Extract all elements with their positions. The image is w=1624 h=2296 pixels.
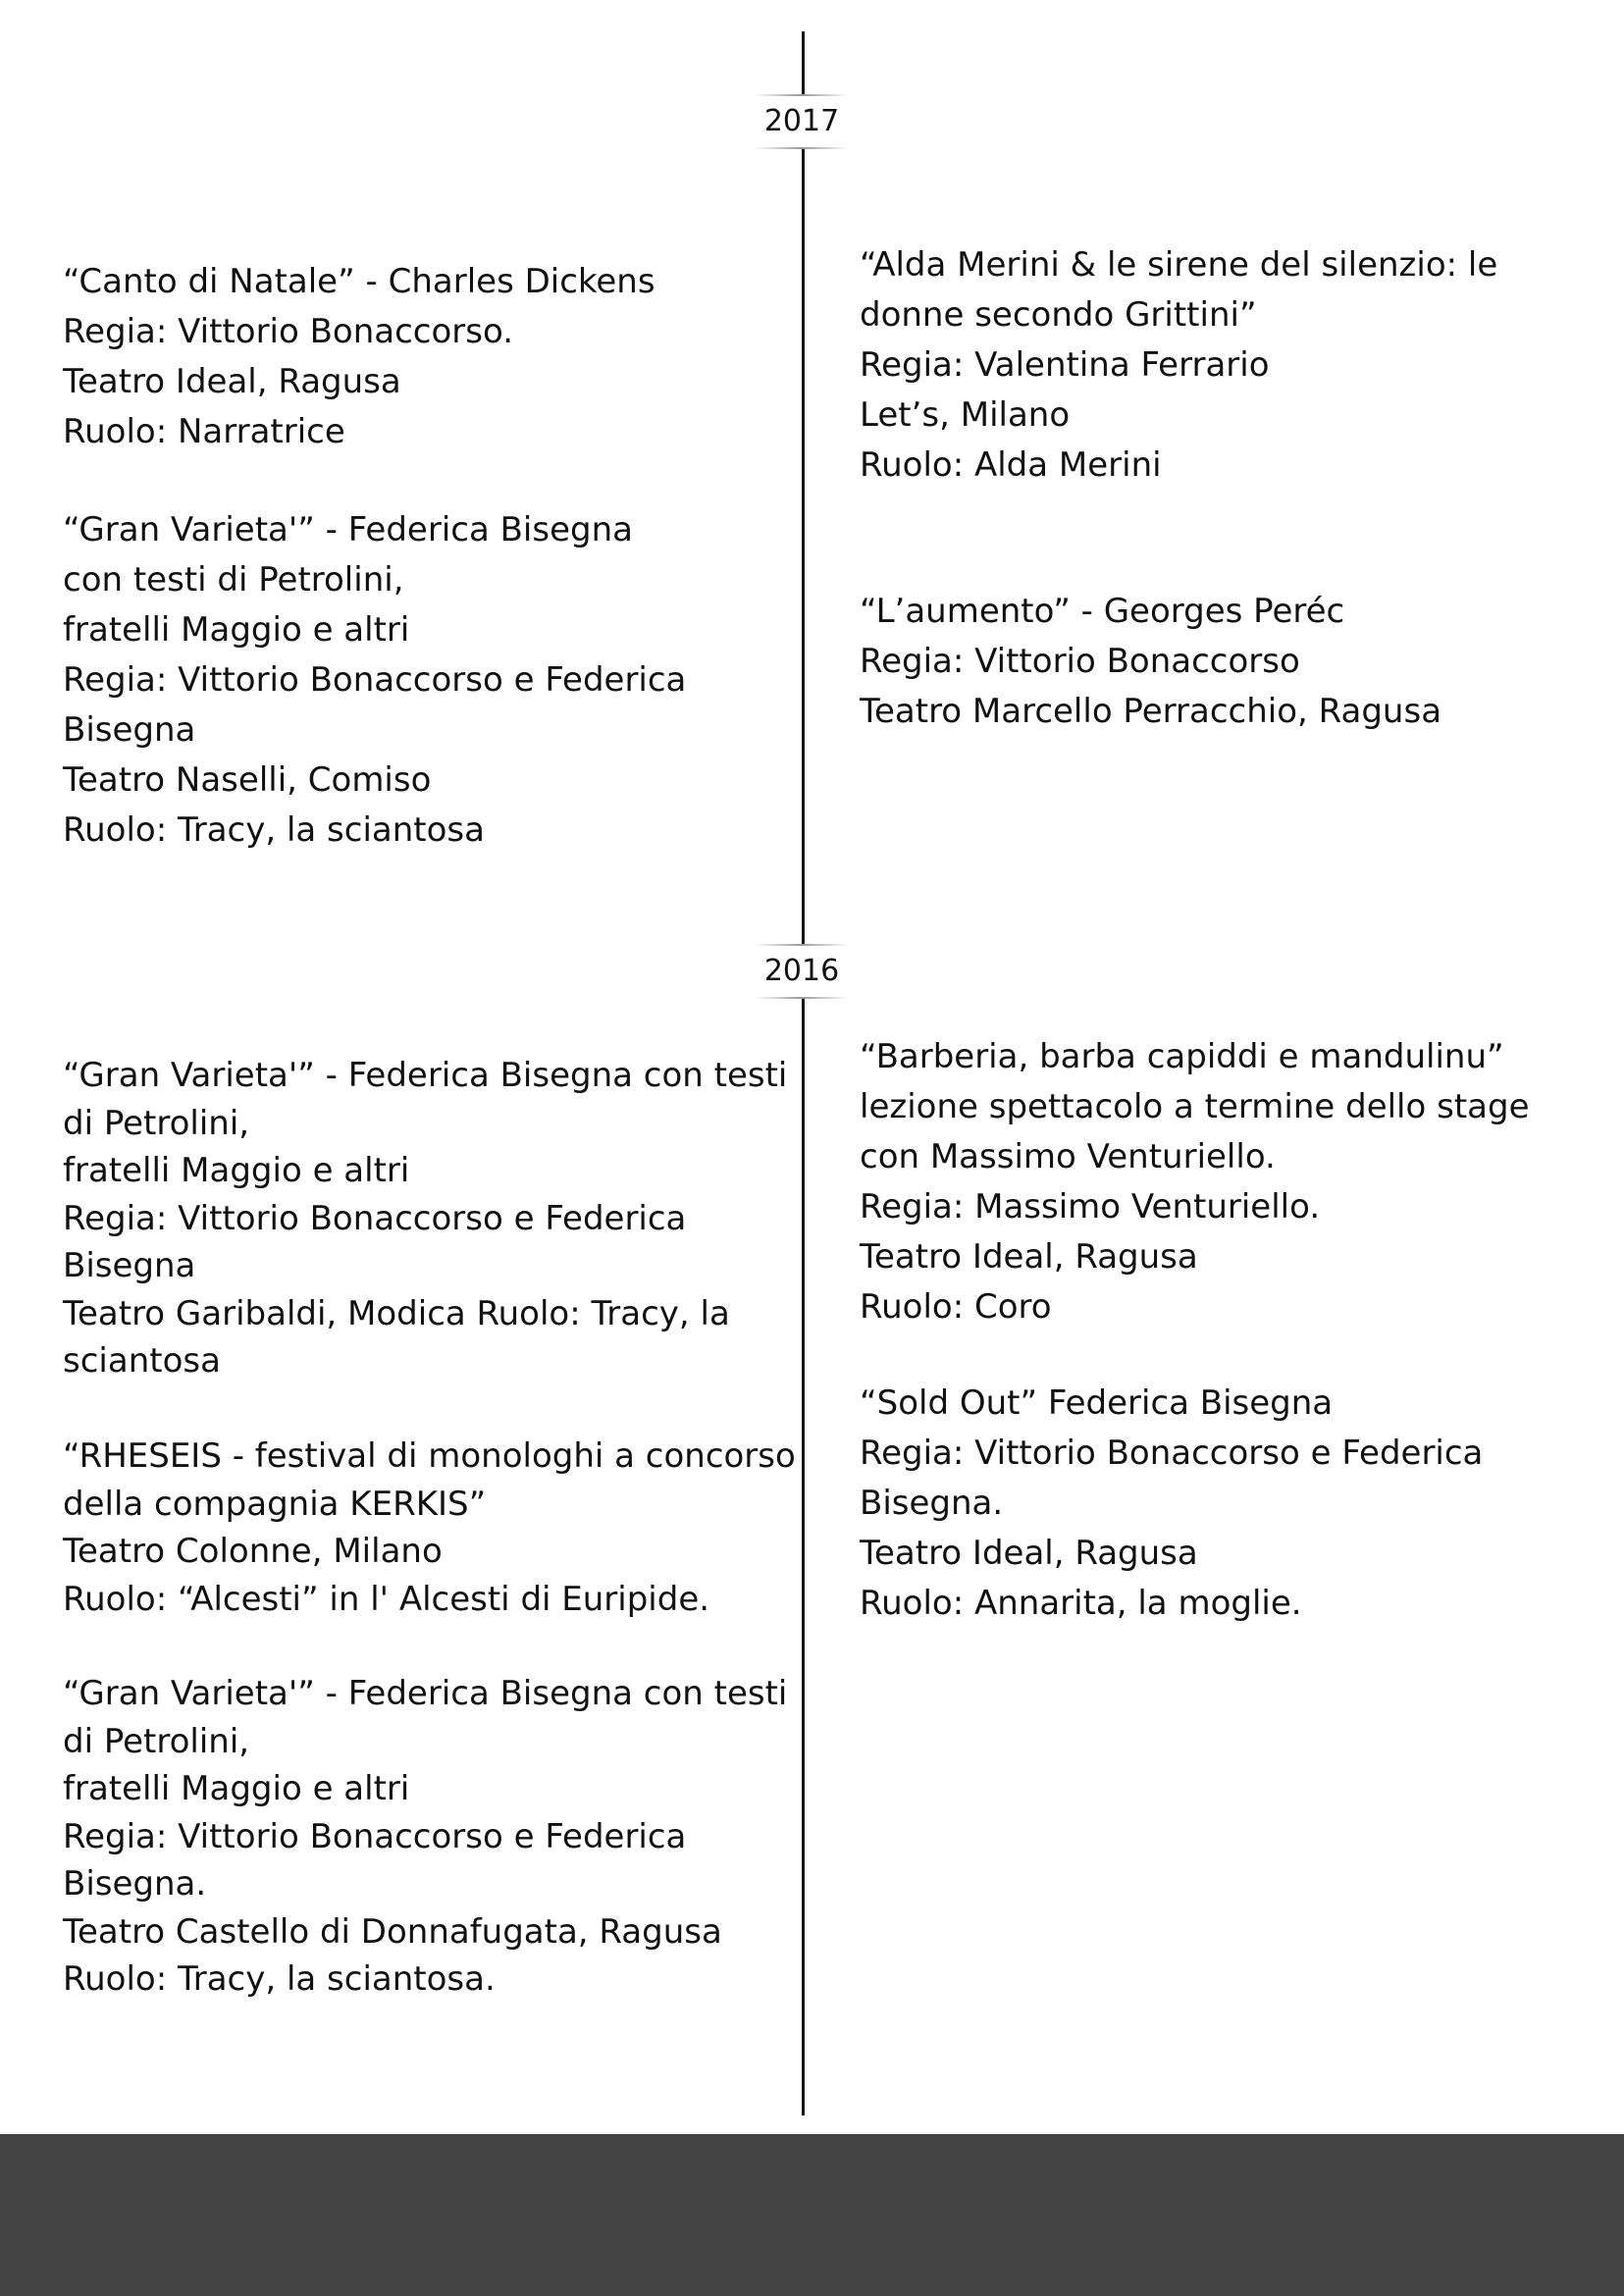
year-label-2017: 2017: [743, 94, 861, 149]
entry-venue: Teatro Ideal, Ragusa: [860, 1534, 1198, 1573]
entry-role: Ruolo: Coro: [860, 1287, 1052, 1327]
entry-line: donne secondo Grittini”: [860, 295, 1257, 335]
year-label-2016: 2016: [743, 944, 861, 999]
entry-director: Regia: Vittorio Bonaccorso: [860, 642, 1300, 681]
entry-venue: Teatro Ideal, Ragusa: [860, 1237, 1198, 1277]
entry-title: “RHESEIS - festival di monologhi a concorso: [63, 1436, 796, 1476]
entry-director: Regia: Massimo Venturiello.: [860, 1187, 1321, 1226]
entry-gran-varieta-donnafugata: [63, 1670, 809, 2004]
entry-role: Ruolo: “Alcesti” in l' Alcesti di Euripide.: [63, 1579, 710, 1619]
entry-line: con Massimo Venturiello.: [860, 1137, 1276, 1176]
entry-canto-di-natale: [63, 257, 809, 457]
entry-title: “Alda Merini & le sirene del silenzio: le: [860, 245, 1498, 285]
entry-gran-varieta-modica: [63, 1052, 809, 1385]
entry-director: Regia: Vittorio Bonaccorso e Federica: [860, 1434, 1484, 1473]
entry-line: di Petrolini,: [63, 1103, 250, 1143]
entry-line: fratelli Maggio e altri: [63, 1769, 410, 1808]
entry-role: Ruolo: Narratrice: [63, 412, 345, 451]
entry-role: Ruolo: Annarita, la moglie.: [860, 1584, 1302, 1623]
entry-director: Regia: Vittorio Bonaccorso e Federica: [63, 660, 687, 700]
entry-line: della compagnia KERKIS”: [63, 1484, 487, 1524]
entry-title: “Barberia, barba capiddi e mandulinu”: [860, 1037, 1504, 1076]
entry-barberia: [860, 1032, 1566, 1332]
entry-director: Regia: Vittorio Bonaccorso.: [63, 312, 513, 351]
entry-venue: Teatro Ideal, Ragusa: [63, 362, 401, 401]
entry-alda-merini: [860, 240, 1566, 491]
entry-line: fratelli Maggio e altri: [63, 1151, 410, 1190]
entry-line: di Petrolini,: [63, 1721, 250, 1761]
entry-rheseis: [63, 1433, 809, 1623]
entry-venue: Let’s, Milano: [860, 395, 1071, 435]
entry-title: “Canto di Natale” - Charles Dickens: [63, 262, 655, 301]
entry-l-aumento: [860, 587, 1566, 737]
entry-venue: Teatro Garibaldi, Modica Ruolo: Tracy, la: [63, 1293, 730, 1333]
entry-title: “Gran Varieta'” - Federica Bisegna con testi: [63, 1674, 788, 1713]
entry-sold-out: [860, 1379, 1566, 1629]
entry-title: “Gran Varieta'” - Federica Bisegna: [63, 510, 633, 549]
entry-venue: Teatro Marcello Perracchio, Ragusa: [860, 692, 1442, 731]
entry-title: “Sold Out” Federica Bisegna: [860, 1383, 1334, 1423]
entry-role: Ruolo: Tracy, la sciantosa: [63, 810, 485, 850]
entry-line: lezione spettacolo a termine dello stage: [860, 1087, 1530, 1126]
entry-director: Regia: Vittorio Bonaccorso e Federica: [63, 1198, 687, 1238]
entry-line: Bisegna.: [63, 1864, 207, 1904]
entry-role: Ruolo: Alda Merini: [860, 445, 1162, 485]
entry-director: Regia: Vittorio Bonaccorso e Federica: [63, 1816, 687, 1856]
entry-venue: Teatro Castello di Donnafugata, Ragusa: [63, 1911, 722, 1952]
entry-title: “Gran Varieta'” - Federica Bisegna con testi: [63, 1056, 788, 1095]
entry-line: Bisegna: [63, 1246, 196, 1285]
entry-director: Regia: Valentina Ferrario: [860, 345, 1270, 385]
entry-venue: Teatro Naselli, Comiso: [63, 760, 432, 800]
entry-role: sciantosa: [63, 1341, 221, 1381]
entry-gran-varieta-comiso: [63, 505, 809, 856]
footer-band: [0, 2134, 1624, 2296]
entry-line: Bisegna.: [860, 1484, 1004, 1523]
entry-role: Ruolo: Tracy, la sciantosa.: [63, 1959, 496, 1999]
entry-line: Bisegna: [63, 710, 196, 750]
entry-venue: Teatro Colonne, Milano: [63, 1532, 443, 1571]
entry-line: con testi di Petrolini,: [63, 560, 404, 600]
entry-line: fratelli Maggio e altri: [63, 610, 410, 650]
entry-title: “L’aumento” - Georges Peréc: [860, 592, 1345, 631]
